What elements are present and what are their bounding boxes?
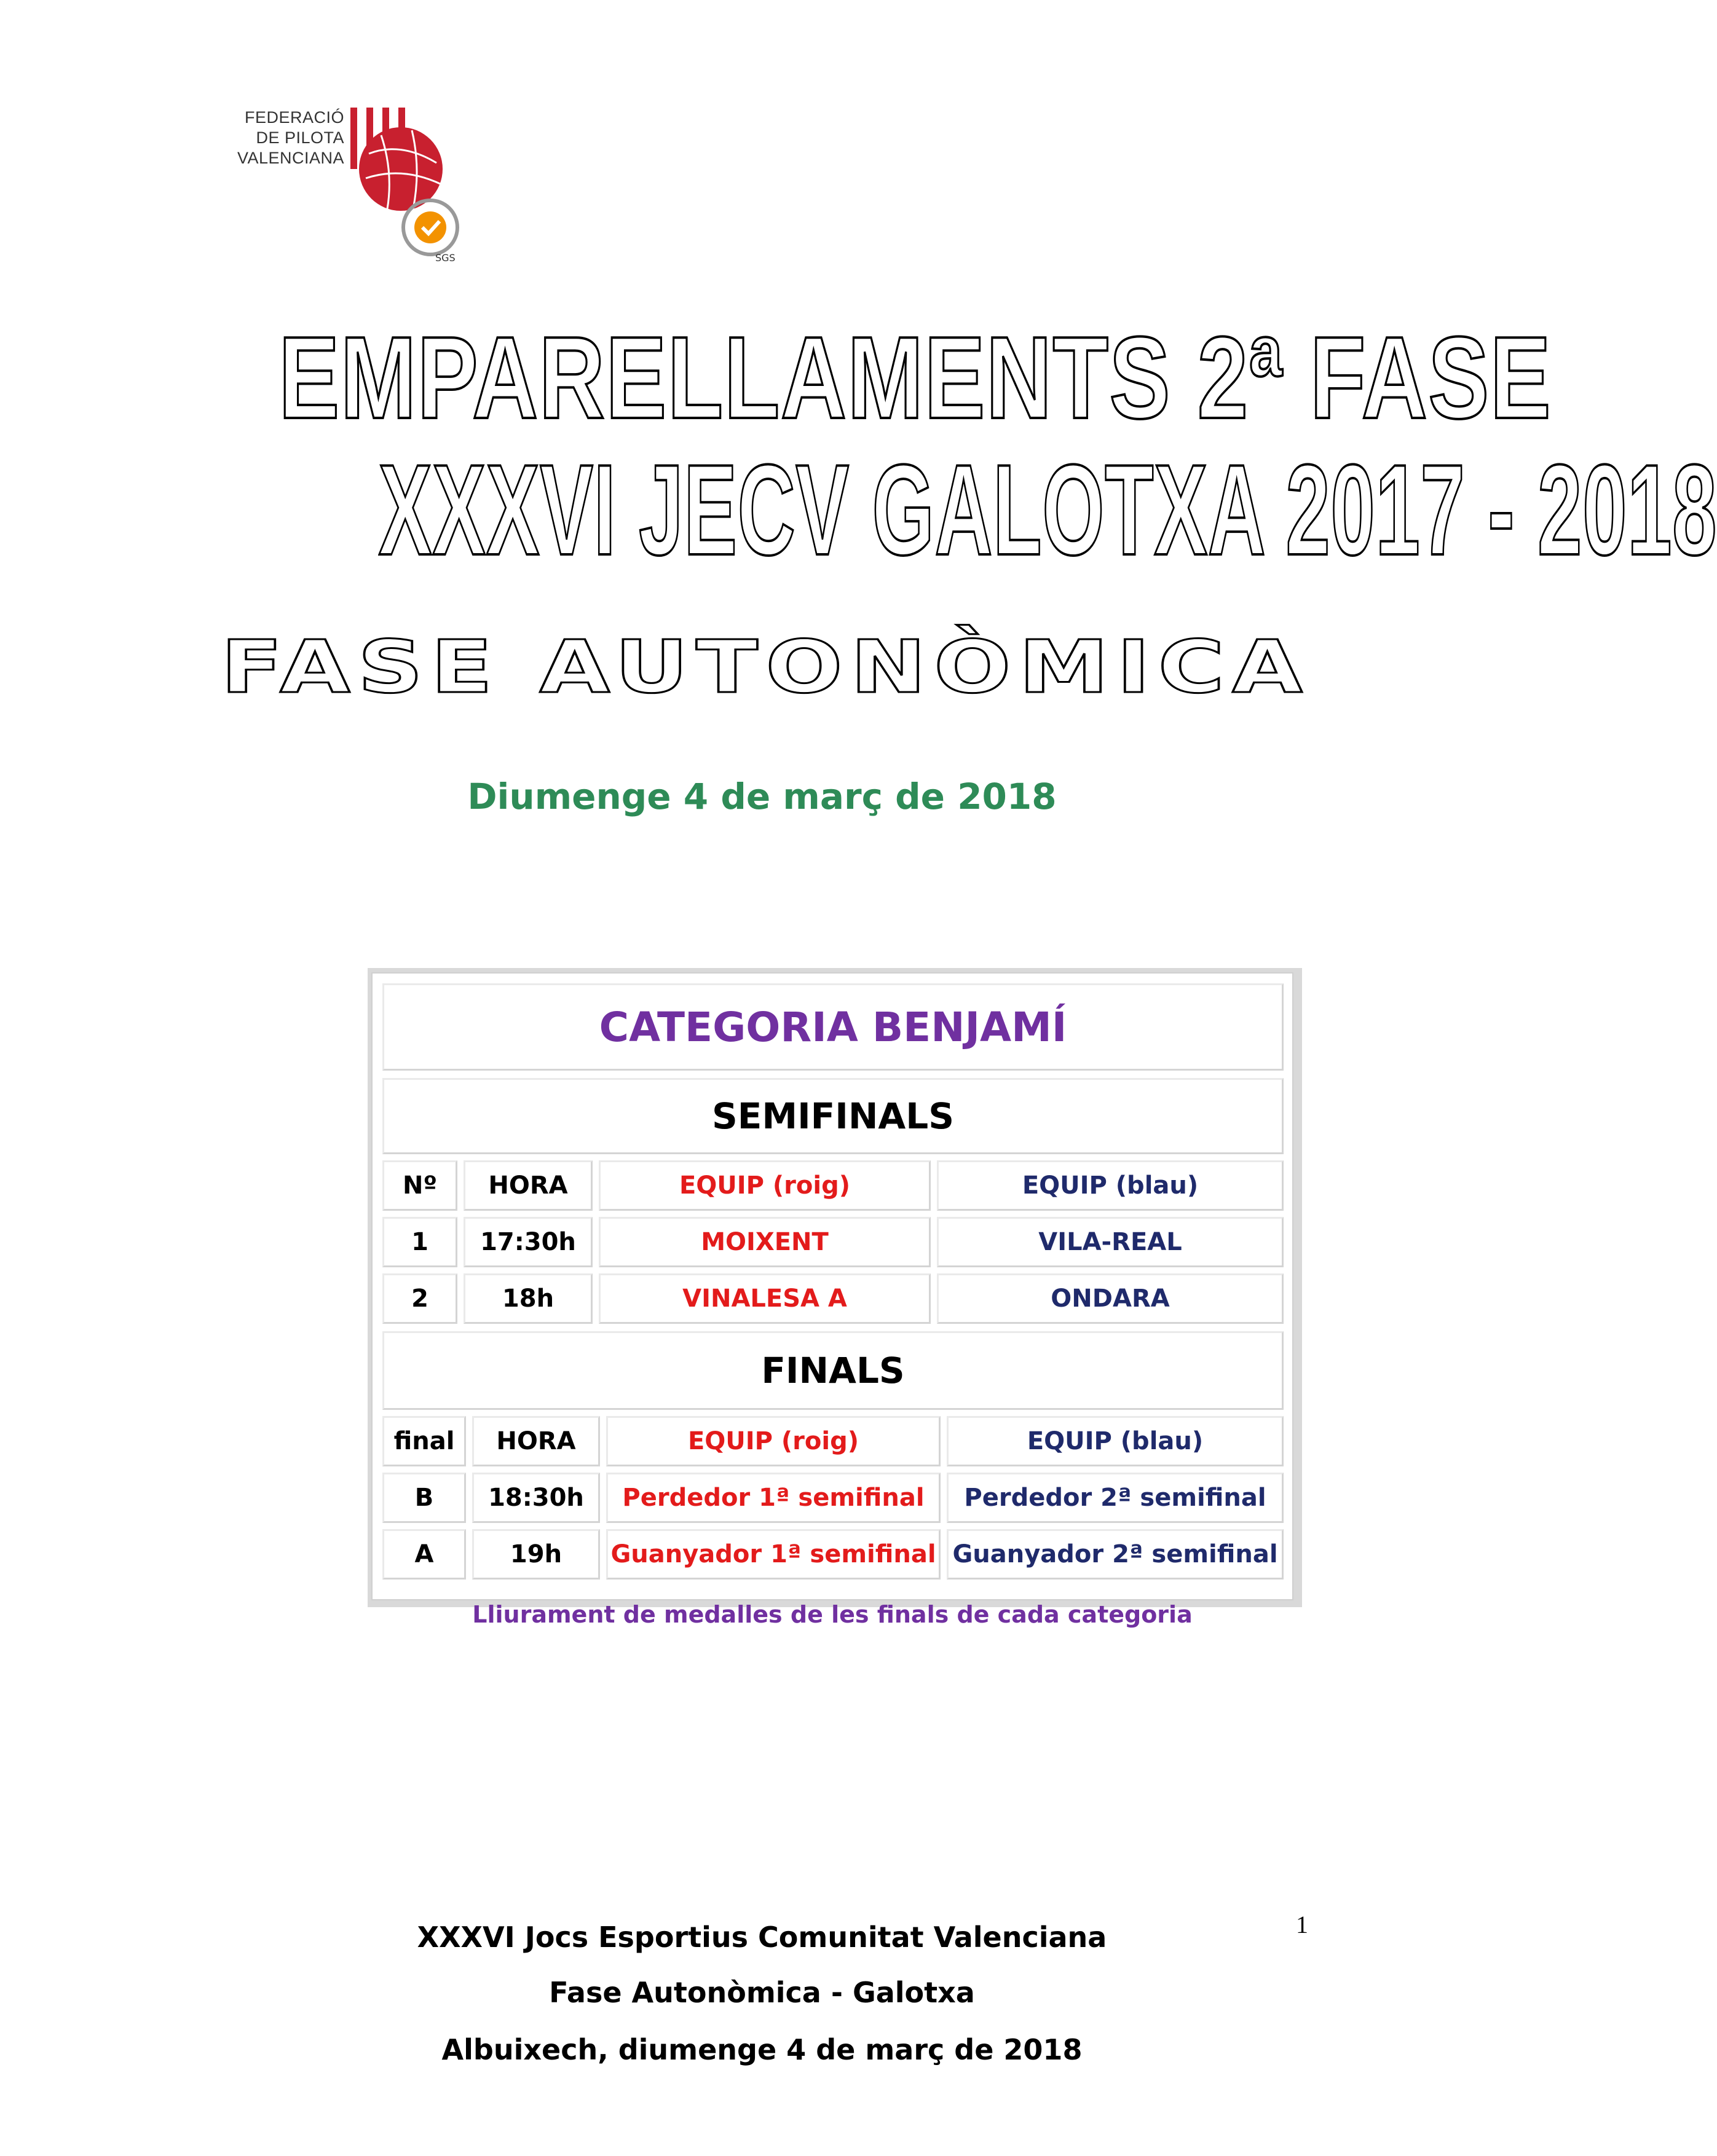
logo-line-2: DE PILOTA <box>256 128 344 147</box>
table-row-cell: Perdedor 2ª semifinal <box>947 1473 1284 1523</box>
finals-header-final: final <box>382 1416 466 1466</box>
finals-header-blue-team: EQUIP (blau) <box>947 1416 1284 1466</box>
table-row-cell: B <box>382 1473 466 1523</box>
finals-heading: FINALS <box>382 1331 1284 1410</box>
medal-note: Lliurament de medalles de les finals de cada categoria <box>472 1601 1193 1628</box>
semifinals-header-number: Nº <box>382 1160 457 1211</box>
title-line-3: FASE AUTONÒMICA <box>220 624 1311 709</box>
logo-wordmark <box>227 108 344 168</box>
footer-line-2: Fase Autonòmica - Galotxa <box>549 1976 975 2009</box>
footer-line-3: Albuixech, diumenge 4 de març de 2018 <box>441 2033 1083 2066</box>
table-row-cell: MOIXENT <box>599 1217 931 1267</box>
table-row-cell: VILA-REAL <box>937 1217 1284 1267</box>
table-row-cell: Guanyador 1ª semifinal <box>606 1529 941 1580</box>
table-row-cell: 1 <box>382 1217 457 1267</box>
footer-line-1: XXXVI Jocs Esportius Comunitat Valenciana <box>417 1921 1107 1954</box>
logo-line-1: FEDERACIÓ <box>244 108 344 127</box>
table-row-cell: 2 <box>382 1273 457 1324</box>
semifinals-header-time: HORA <box>464 1160 593 1211</box>
pilota-ball-icon <box>344 104 523 264</box>
title-line-2: XXXVI JECV GALOTXA 2017 - 2018 <box>378 438 1717 582</box>
certification-badge-icon <box>403 200 457 264</box>
semifinals-header-blue-team: EQUIP (blau) <box>937 1160 1284 1211</box>
table-row-cell: 18:30h <box>472 1473 600 1523</box>
table-row-cell: Guanyador 2ª semifinal <box>947 1529 1284 1580</box>
finals-header-red-team: EQUIP (roig) <box>606 1416 941 1466</box>
table-row-cell: 19h <box>472 1529 600 1580</box>
table-row-cell: 18h <box>464 1273 593 1324</box>
semifinals-header-red-team: EQUIP (roig) <box>599 1160 931 1211</box>
semifinals-heading: SEMIFINALS <box>382 1078 1284 1154</box>
event-date: Diumenge 4 de març de 2018 <box>467 776 1057 817</box>
category-heading: CATEGORIA BENJAMÍ <box>382 983 1284 1071</box>
table-row-cell: VINALESA A <box>599 1273 931 1324</box>
table-row-cell: Perdedor 1ª semifinal <box>606 1473 941 1523</box>
schedule-table <box>371 972 1293 1600</box>
table-row-cell: A <box>382 1529 466 1580</box>
title-line-1: EMPARELLAMENTS 2ª FASE <box>278 313 1552 443</box>
logo-line-3: VALENCIANA <box>237 149 344 167</box>
page-number: 1 <box>1296 1911 1308 1938</box>
svg-text:SGS: SGS <box>435 252 456 264</box>
table-row-cell: 17:30h <box>464 1217 593 1267</box>
table-row-cell: ONDARA <box>937 1273 1284 1324</box>
finals-header-time: HORA <box>472 1416 600 1466</box>
federation-logo <box>227 104 523 264</box>
